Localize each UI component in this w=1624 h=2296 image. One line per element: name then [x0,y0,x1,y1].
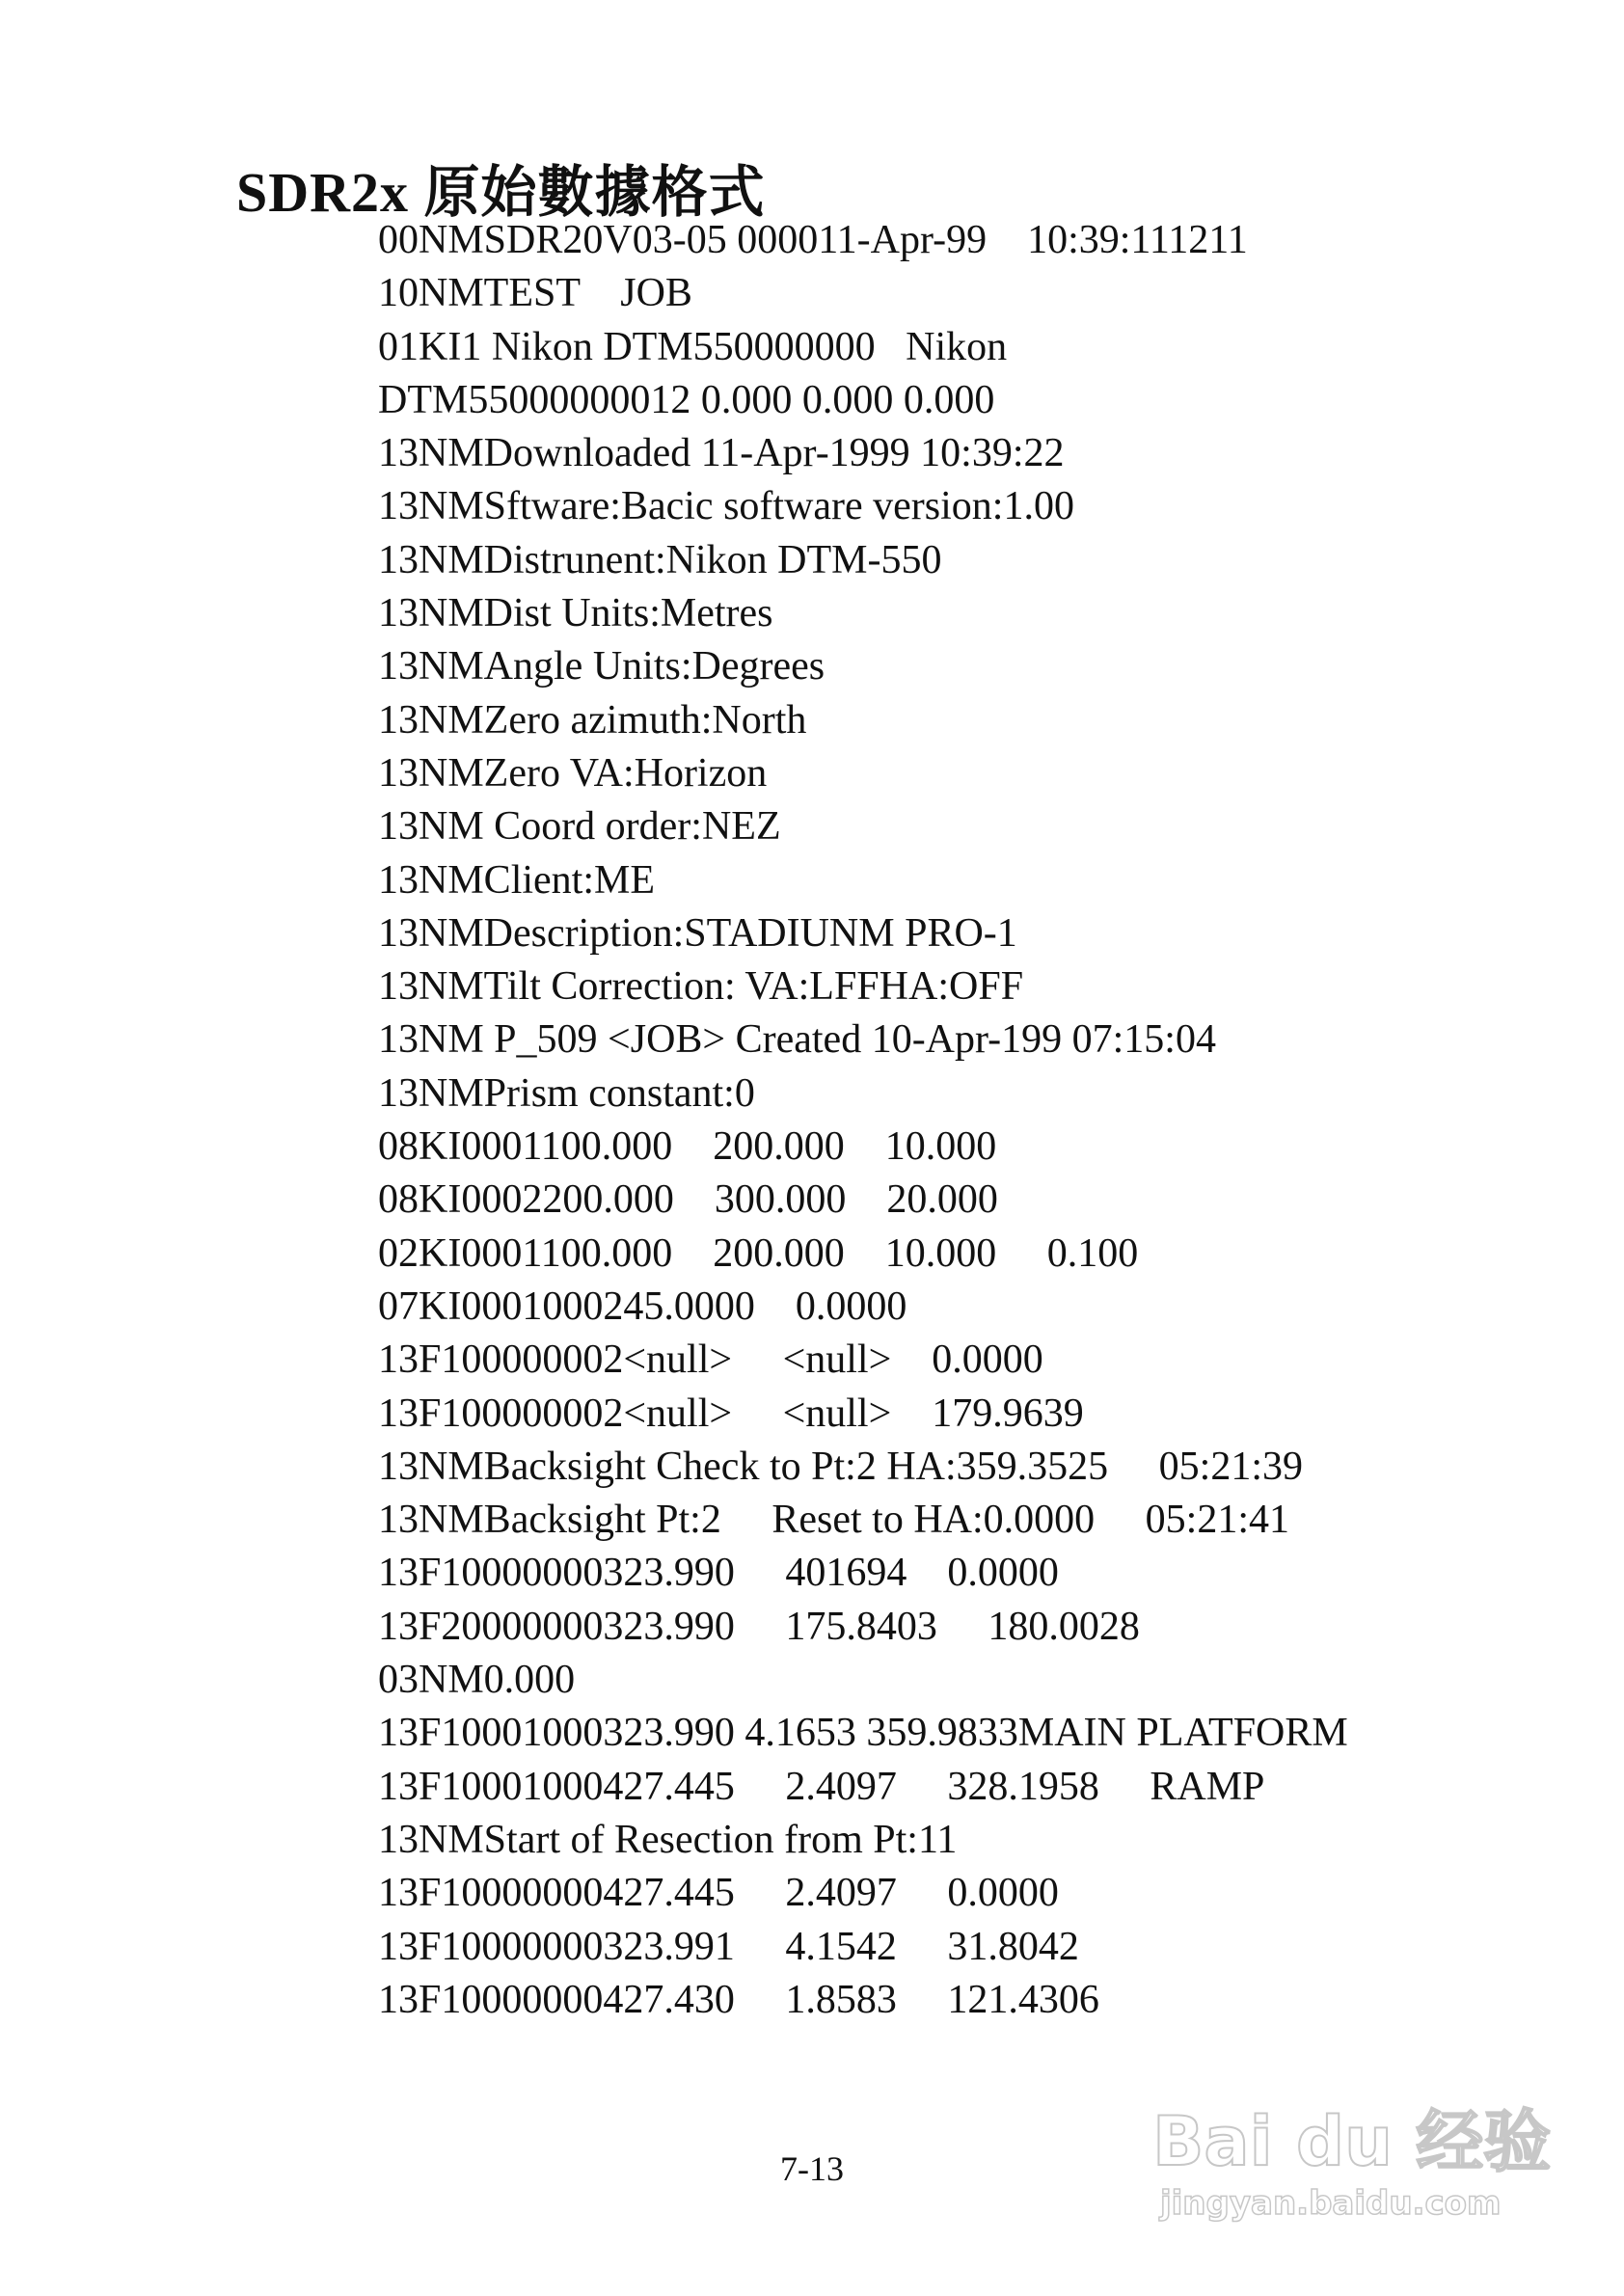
data-line: 13F10000000427.445 2.4097 0.0000 [378,1871,1059,1916]
data-line: 00NMSDR20V03-05 000011-Apr-99 10:39:111211 [378,218,1248,262]
data-line: 13NMStart of Resection from Pt:11 [378,1817,958,1862]
data-line: 13F10000000323.991 4.1542 31.8042 [378,1924,1079,1969]
data-line: 08KI0002200.000 300.000 20.000 [378,1177,998,1223]
raw-data-listing [378,214,1535,2027]
data-line: 13F10001000427.445 2.4097 328.1958 RAMP [378,1764,1265,1809]
data-line: 02KI0001100.000 200.000 10.000 0.100 [378,1230,1139,1276]
data-line: 08KI0001100.000 200.000 10.000 [378,1124,997,1170]
data-line: 13F100000002<null> <null> 179.9639 [378,1391,1084,1436]
data-line: 13NMZero VA:Horizon [378,750,768,796]
data-line: 13NMDescription:STADIUNM PRO-1 [378,910,1017,956]
data-line: 13F100000002<null> <null> 0.0000 [378,1337,1043,1383]
data-line: 13F10001000323.990 4.1653 359.9833MAIN PLATFORM [378,1711,1348,1756]
data-line: 13NMClient:ME [378,857,656,903]
baidu-watermark [1152,2088,1557,2261]
data-line: 13NM Coord order:NEZ [378,804,781,850]
data-line: 13NMTilt Correction: VA:LFFHA:OFF [378,964,1024,1010]
data-line: 13NMPrism constant:0 [378,1070,755,1116]
data-line: 01KI1 Nikon DTM550000000 Nikon [378,324,1008,369]
data-line: 07KI0001000245.0000 0.0000 [378,1283,907,1329]
data-line: 13NMDist Units:Metres [378,591,773,636]
data-line: 13F10000000323.990 401694 0.0000 [378,1551,1059,1596]
data-line: 10NMTEST JOB [378,271,692,316]
document-title: SDR2x 原始數據格式 [236,161,766,224]
watermark-url: jingyan.baidu.com [1160,2184,1502,2223]
data-line: 13NMBacksight Pt:2 Reset to HA:0.0000 05:21:41 [378,1498,1289,1543]
watermark-logo: Bai du 经验 [1152,2102,1552,2181]
data-line: 13NMAngle Units:Degrees [378,644,826,689]
data-line: 13NMDownloaded 11-Apr-1999 10:39:22 [378,431,1065,476]
data-line: 13NMDistrunent:Nikon DTM-550 [378,537,942,582]
data-line: 13NMBacksight Check to Pt:2 HA:359.3525 05:21:39 [378,1444,1303,1489]
page-number: 7-13 [780,2149,844,2188]
data-line: 13NM P_509 <JOB> Created 10-Apr-199 07:15:04 [378,1017,1216,1063]
data-line: DTM55000000012 0.000 0.000 0.000 [378,377,995,422]
data-line: 03NM0.000 [378,1658,576,1703]
data-line: 13NMZero azimuth:North [378,697,807,743]
data-line: 13NMSftware:Bacic software version:1.00 [378,484,1074,529]
data-line: 13F20000000323.990 175.8403 180.0028 [378,1604,1140,1649]
data-line: 13F10000000427.430 1.8583 121.4306 [378,1977,1099,2022]
